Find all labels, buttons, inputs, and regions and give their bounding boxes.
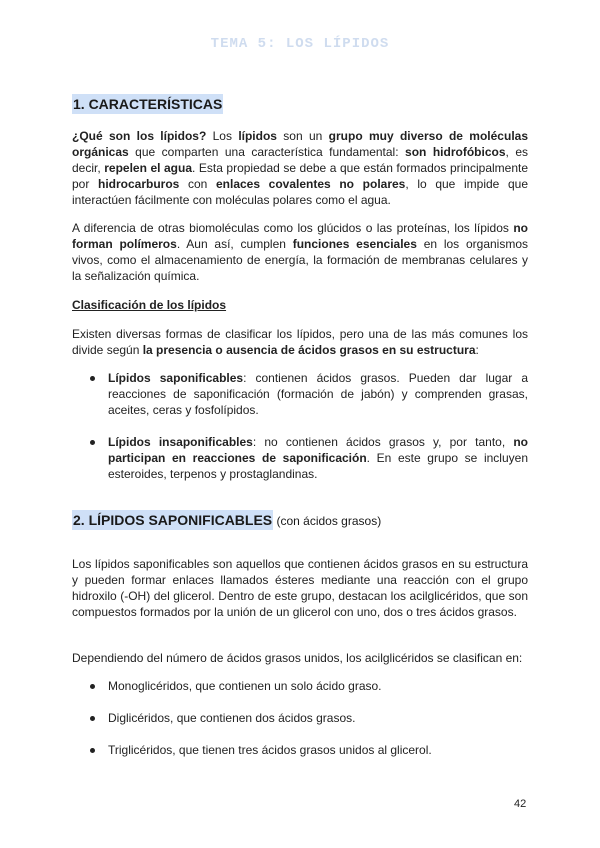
list-item-text: Monoglicéridos, que contienen un solo ácido graso. <box>108 679 382 693</box>
list-item-text: Lípidos saponificables: contienen ácidos grasos. Pueden dar lugar a reacciones de saponificación (formación de jabón) y comprenden grasas, aceites, ceras y fosfolípidos. <box>108 371 529 417</box>
list-item-monogliceridos <box>108 678 528 694</box>
section-heading-text: 2. LÍPIDOS SAPONIFICABLES <box>73 512 273 528</box>
list-item-text: Diglicéridos, que contienen dos ácidos grasos. <box>108 711 356 725</box>
paragraph-saponificables: Los lípidos saponificables son aquellos que contienen ácidos grasos en su estructura y pueden formar enlaces llamados ésteres mediante una reacción con el grupo hidroxilo (-OH) del glicerol. Dentro de este grupo, destacan los acilglicéridos, que son compuestos formados por la unión de un glicerol con uno, dos o tres ácidos grasos. <box>72 557 528 619</box>
paragraph-clasificacion-intro: Existen diversas formas de clasificar los lípidos, pero una de las más comunes los divide según la presencia o ausencia de ácidos grasos en su estructura: <box>72 327 528 357</box>
section-heading-caracteristicas <box>72 96 223 112</box>
bullet-icon <box>90 684 95 689</box>
page-title: TEMA 5: LOS LÍPIDOS <box>210 36 390 52</box>
bullet-icon <box>90 748 95 753</box>
list-item-insaponificables <box>108 434 528 482</box>
paragraph-que-son-lipidos: ¿Qué son los lípidos? Los lípidos son un grupo muy diverso de moléculas orgánicas que comparten una característica fundamental: son hidrofóbicos, es decir, repelen el agua. Esta propiedad se debe a que están formados principalmente por hidrocarburos con enlaces covalentes no polares, lo que impide que interactúen fácilmente con moléculas polares como el agua. <box>72 129 529 207</box>
bullet-icon <box>90 440 95 445</box>
list-item-text: Lípidos insaponificables: no contienen ácidos grasos y, por tanto, no participan en reacciones de saponificación. En este grupo se incluyen esteroides, terpenos y prostaglandinas. <box>108 435 528 481</box>
bullet-icon <box>90 716 95 721</box>
bullet-icon <box>90 376 95 381</box>
paragraph-no-polimeros: A diferencia de otras biomoléculas como los glúcidos o las proteínas, los lípidos no forman polímeros. Aun así, cumplen funciones esenciales en los organismos vivos, como el almacenamiento de energía, la formación de membranas celulares y la señalización química. <box>72 221 528 283</box>
page-number: 42 <box>514 798 527 810</box>
list-item-saponificables <box>108 370 528 418</box>
section-heading-subtitle: (con ácidos grasos) <box>273 514 382 528</box>
paragraph-acilgliceridos: Dependiendo del número de ácidos grasos unidos, los acilglicéridos se clasifican en: <box>72 651 523 665</box>
section-heading-saponificables <box>72 512 381 528</box>
list-item-trigliceridos <box>108 742 528 758</box>
list-item-digliceridos <box>108 710 528 726</box>
list-item-text: Triglicéridos, que tienen tres ácidos grasos unidos al glicerol. <box>108 743 432 757</box>
section-heading-text: 1. CARACTERÍSTICAS <box>73 96 223 112</box>
subheading-clasificacion: Clasificación de los lípidos <box>72 298 227 312</box>
